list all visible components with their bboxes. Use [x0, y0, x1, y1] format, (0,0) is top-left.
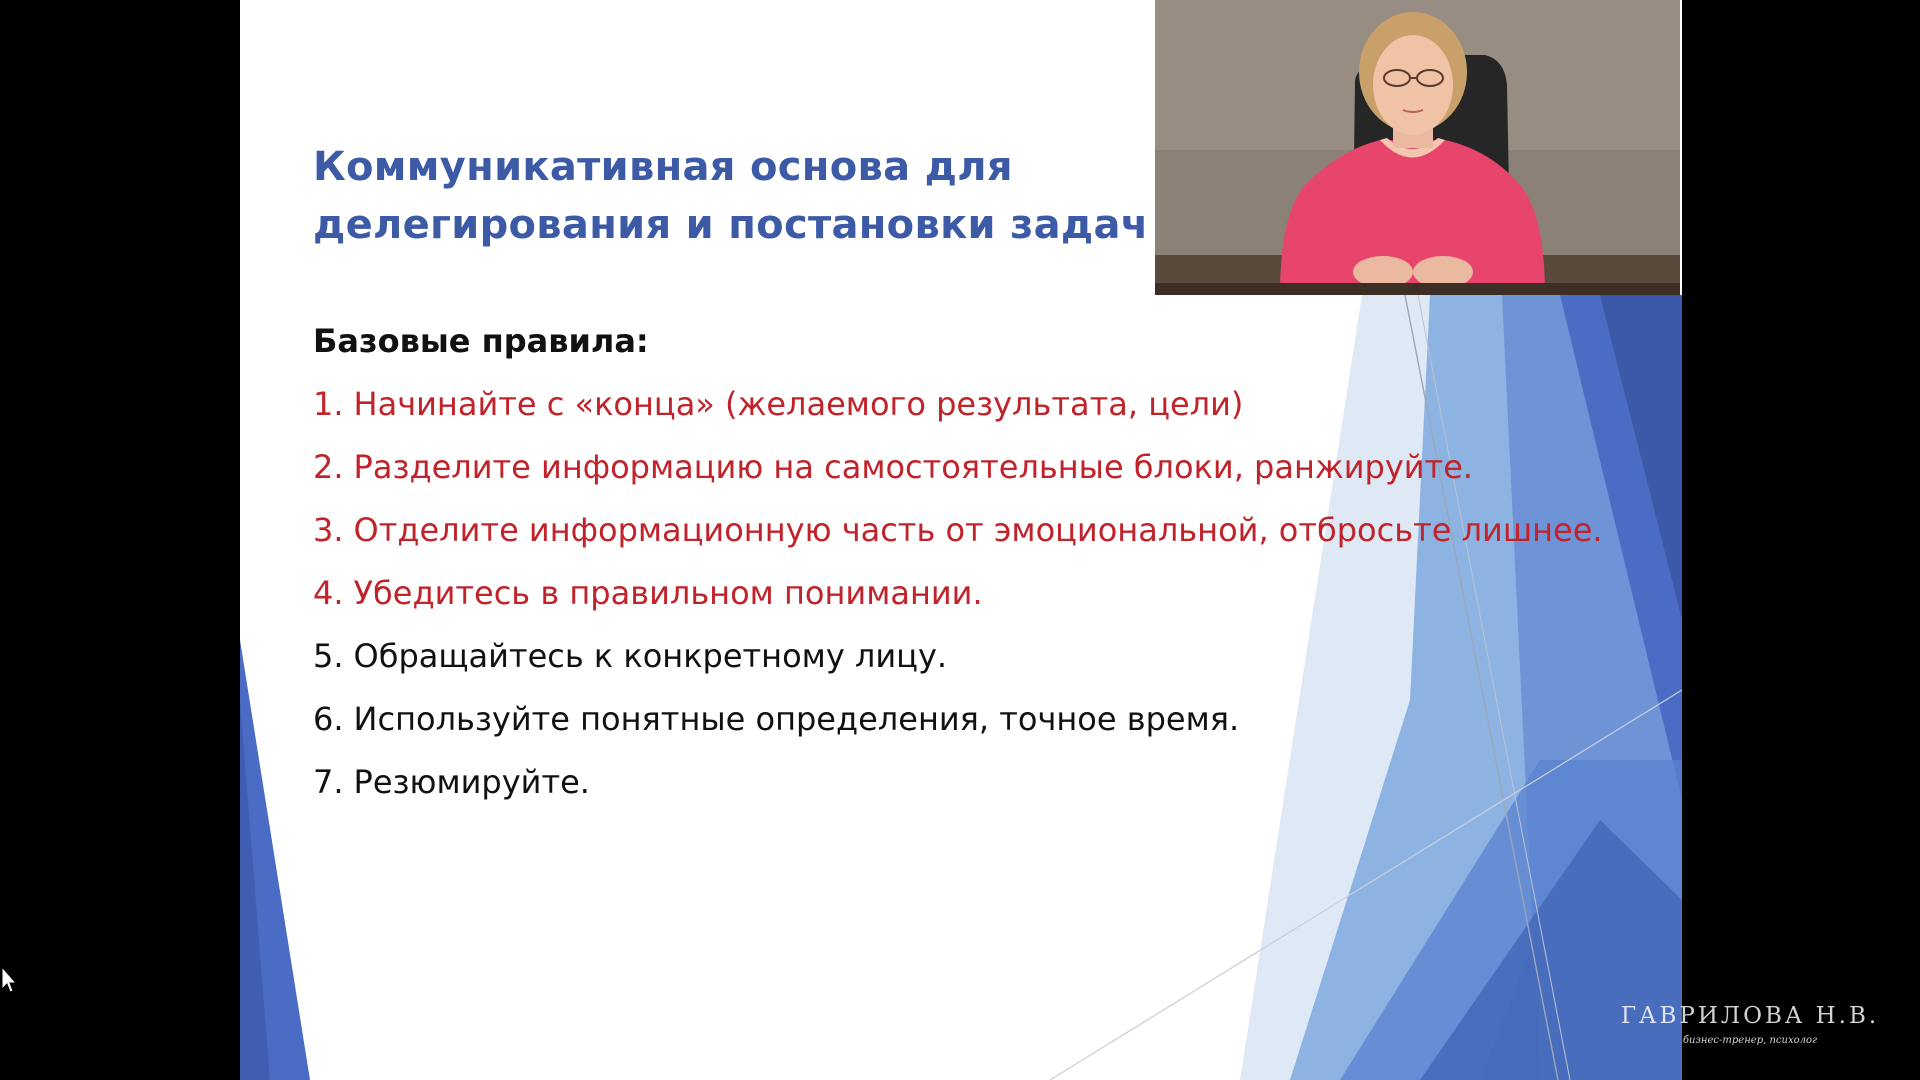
rule-text: Убедитесь в правильном понимании.: [353, 574, 983, 612]
rule-number: 5.: [313, 637, 344, 675]
rule-text: Отделите информационную часть от эмоциональной, отбросьте лишнее.: [353, 511, 1603, 549]
watermark-name: ГАВРИЛОВА Н.В.: [1620, 1003, 1880, 1029]
rule-text: Обращайтесь к конкретному лицу.: [353, 637, 948, 675]
slide-title-line-2: делегирования и постановки задач: [313, 202, 1149, 248]
presenter-video-icon: [1155, 0, 1680, 295]
rule-item-3: [313, 507, 1603, 570]
mouse-pointer-icon: [0, 965, 16, 995]
rule-text: Используйте понятные определения, точное время.: [353, 700, 1240, 738]
rule-item-2: [313, 444, 1603, 507]
rule-number: 7.: [313, 763, 344, 801]
rule-text: Резюмируйте.: [353, 763, 590, 801]
rule-number: 4.: [313, 574, 344, 612]
rule-item-5: [313, 633, 1603, 696]
rule-item-7: [313, 759, 1603, 822]
rule-number: 2.: [313, 448, 344, 486]
rule-text: Начинайте с «конца» (желаемого результата, цели): [353, 385, 1244, 423]
slide-title: [313, 138, 1213, 254]
rule-number: 3.: [313, 511, 344, 549]
webcam-overlay: [1155, 0, 1680, 295]
rule-number: 1.: [313, 385, 344, 423]
slide-title-line-1: Коммуникативная основа для: [313, 144, 1013, 190]
rule-item-4: [313, 570, 1603, 633]
rules-list: [313, 381, 1603, 822]
rules-subheading: Базовые правила:: [313, 322, 649, 360]
rule-item-6: [313, 696, 1603, 759]
watermark-subtitle: бизнес-тренер, психолог: [1682, 1035, 1818, 1046]
rule-text: Разделите информацию на самостоятельные блоки, ранжируйте.: [353, 448, 1474, 486]
rule-number: 6.: [313, 700, 344, 738]
rule-item-1: [313, 381, 1603, 444]
author-watermark: [1605, 1003, 1895, 1046]
